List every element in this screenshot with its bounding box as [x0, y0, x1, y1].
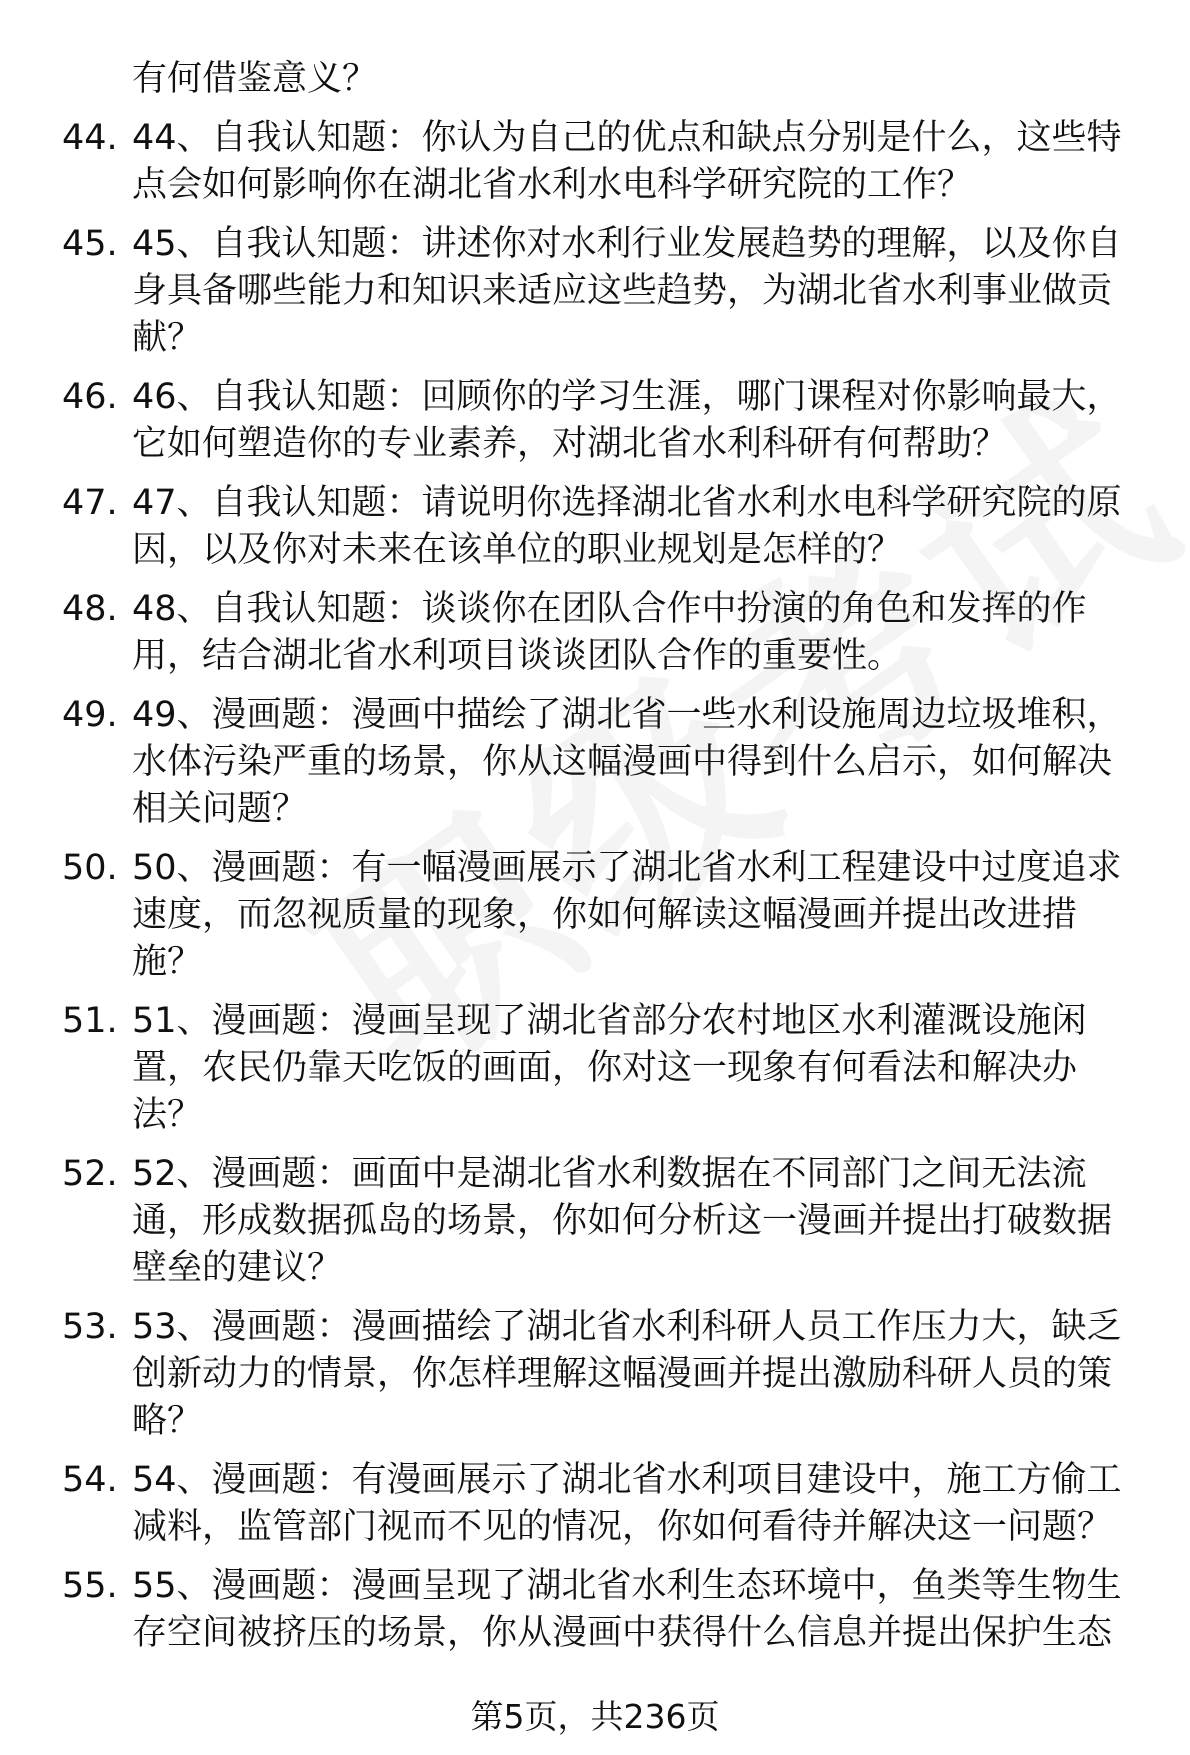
item-text-line: 因，以及你对未来在该单位的职业规划是怎样的？	[132, 530, 903, 570]
item-text-line: 创新动力的情景，你怎样理解这幅漫画并提出激励科研人员的策	[132, 1354, 1113, 1394]
item-text-line: 48、自我认知题：谈谈你在团队合作中扮演的角色和发挥的作	[132, 589, 1087, 629]
item-number: 45.	[62, 224, 118, 264]
item-text	[132, 845, 1162, 986]
item-text-line: 它如何塑造你的专业素养，对湖北省水利科研有何帮助？	[132, 424, 1008, 464]
list-item	[62, 586, 1162, 680]
item-text-line: 水体污染严重的场景，你从这幅漫画中得到什么启示，如何解决	[132, 742, 1113, 782]
list-item	[62, 845, 1162, 986]
continuation-line: 有何借鉴意义？	[132, 59, 378, 99]
item-text	[132, 374, 1162, 468]
item-text	[132, 1151, 1162, 1292]
item-text-line: 速度，而忽视质量的现象，你如何解读这幅漫画并提出改进措	[132, 895, 1078, 935]
item-text-line: 用，结合湖北省水利项目谈谈团队合作的重要性。	[132, 636, 903, 676]
item-number: 50.	[62, 848, 118, 888]
item-number: 46.	[62, 377, 118, 417]
item-number: 51.	[62, 1001, 118, 1041]
item-text-line: 法？	[132, 1095, 203, 1135]
item-text-line: 44、自我认知题：你认为自己的优点和缺点分别是什么，这些特	[132, 118, 1122, 158]
item-text-line: 身具备哪些能力和知识来适应这些趋势，为湖北省水利事业做贡	[132, 271, 1113, 311]
item-text-line: 相关问题？	[132, 789, 308, 829]
list-item	[62, 480, 1162, 574]
item-text	[132, 586, 1162, 680]
item-text-line: 点会如何影响你在湖北省水利水电科学研究院的工作？	[132, 165, 973, 205]
list-item	[62, 1457, 1162, 1551]
item-text-line: 献？	[132, 318, 203, 358]
list-item	[62, 1563, 1162, 1657]
list-item	[62, 692, 1162, 833]
item-number: 54.	[62, 1460, 118, 1500]
item-text	[132, 692, 1162, 833]
list-item	[62, 998, 1162, 1139]
item-number: 53.	[62, 1307, 118, 1347]
item-text-line: 51、漫画题：漫画呈现了湖北省部分农村地区水利灌溉设施闲	[132, 1001, 1087, 1041]
item-number: 49.	[62, 695, 118, 735]
item-number: 52.	[62, 1154, 118, 1194]
list-item	[62, 1304, 1162, 1445]
item-number: 44.	[62, 118, 118, 158]
list-item	[62, 115, 1162, 209]
item-text-line: 50、漫画题：有一幅漫画展示了湖北省水利工程建设中过度追求	[132, 848, 1122, 888]
item-text-line: 47、自我认知题：请说明你选择湖北省水利水电科学研究院的原	[132, 483, 1122, 523]
item-text	[132, 480, 1162, 574]
item-text-line: 45、自我认知题：讲述你对水利行业发展趋势的理解，以及你自	[132, 224, 1122, 264]
item-text-line: 存空间被挤压的场景，你从漫画中获得什么信息并提出保护生态	[132, 1613, 1113, 1653]
item-text-line: 施？	[132, 942, 203, 982]
item-text	[132, 1304, 1162, 1445]
item-number: 55.	[62, 1566, 118, 1606]
item-text-line: 减料，监管部门视而不见的情况，你如何看待并解决这一问题？	[132, 1507, 1113, 1547]
item-text	[132, 1457, 1162, 1551]
item-text-line: 通，形成数据孤岛的场景，你如何分析这一漫画并提出打破数据	[132, 1201, 1113, 1241]
item-text-line: 壁垒的建议？	[132, 1248, 343, 1288]
list-item	[62, 1151, 1162, 1292]
item-text	[132, 1563, 1162, 1657]
item-text-line: 略？	[132, 1401, 203, 1441]
list-item	[62, 221, 1162, 362]
list-item	[62, 374, 1162, 468]
item-text-line: 54、漫画题：有漫画展示了湖北省水利项目建设中，施工方偷工	[132, 1460, 1122, 1500]
item-text-line: 置，农民仍靠天吃饭的画面，你对这一现象有何看法和解决办	[132, 1048, 1078, 1088]
item-text-line: 46、自我认知题：回顾你的学习生涯，哪门课程对你影响最大，	[132, 377, 1122, 417]
item-text-line: 52、漫画题：画面中是湖北省水利数据在不同部门之间无法流	[132, 1154, 1087, 1194]
item-number: 47.	[62, 483, 118, 523]
item-text	[132, 115, 1162, 209]
item-text	[132, 221, 1162, 362]
item-text-line: 55、漫画题：漫画呈现了湖北省水利生态环境中，鱼类等生物生	[132, 1566, 1122, 1606]
question-list	[62, 56, 1162, 1669]
page-footer: 第5页，共236页	[470, 1697, 720, 1736]
item-text-line: 53、漫画题：漫画描绘了湖北省水利科研人员工作压力大，缺乏	[132, 1307, 1122, 1347]
item-text-line: 49、漫画题：漫画中描绘了湖北省一些水利设施周边垃圾堆积，	[132, 695, 1122, 735]
item-number: 48.	[62, 589, 118, 629]
item-text	[132, 998, 1162, 1139]
